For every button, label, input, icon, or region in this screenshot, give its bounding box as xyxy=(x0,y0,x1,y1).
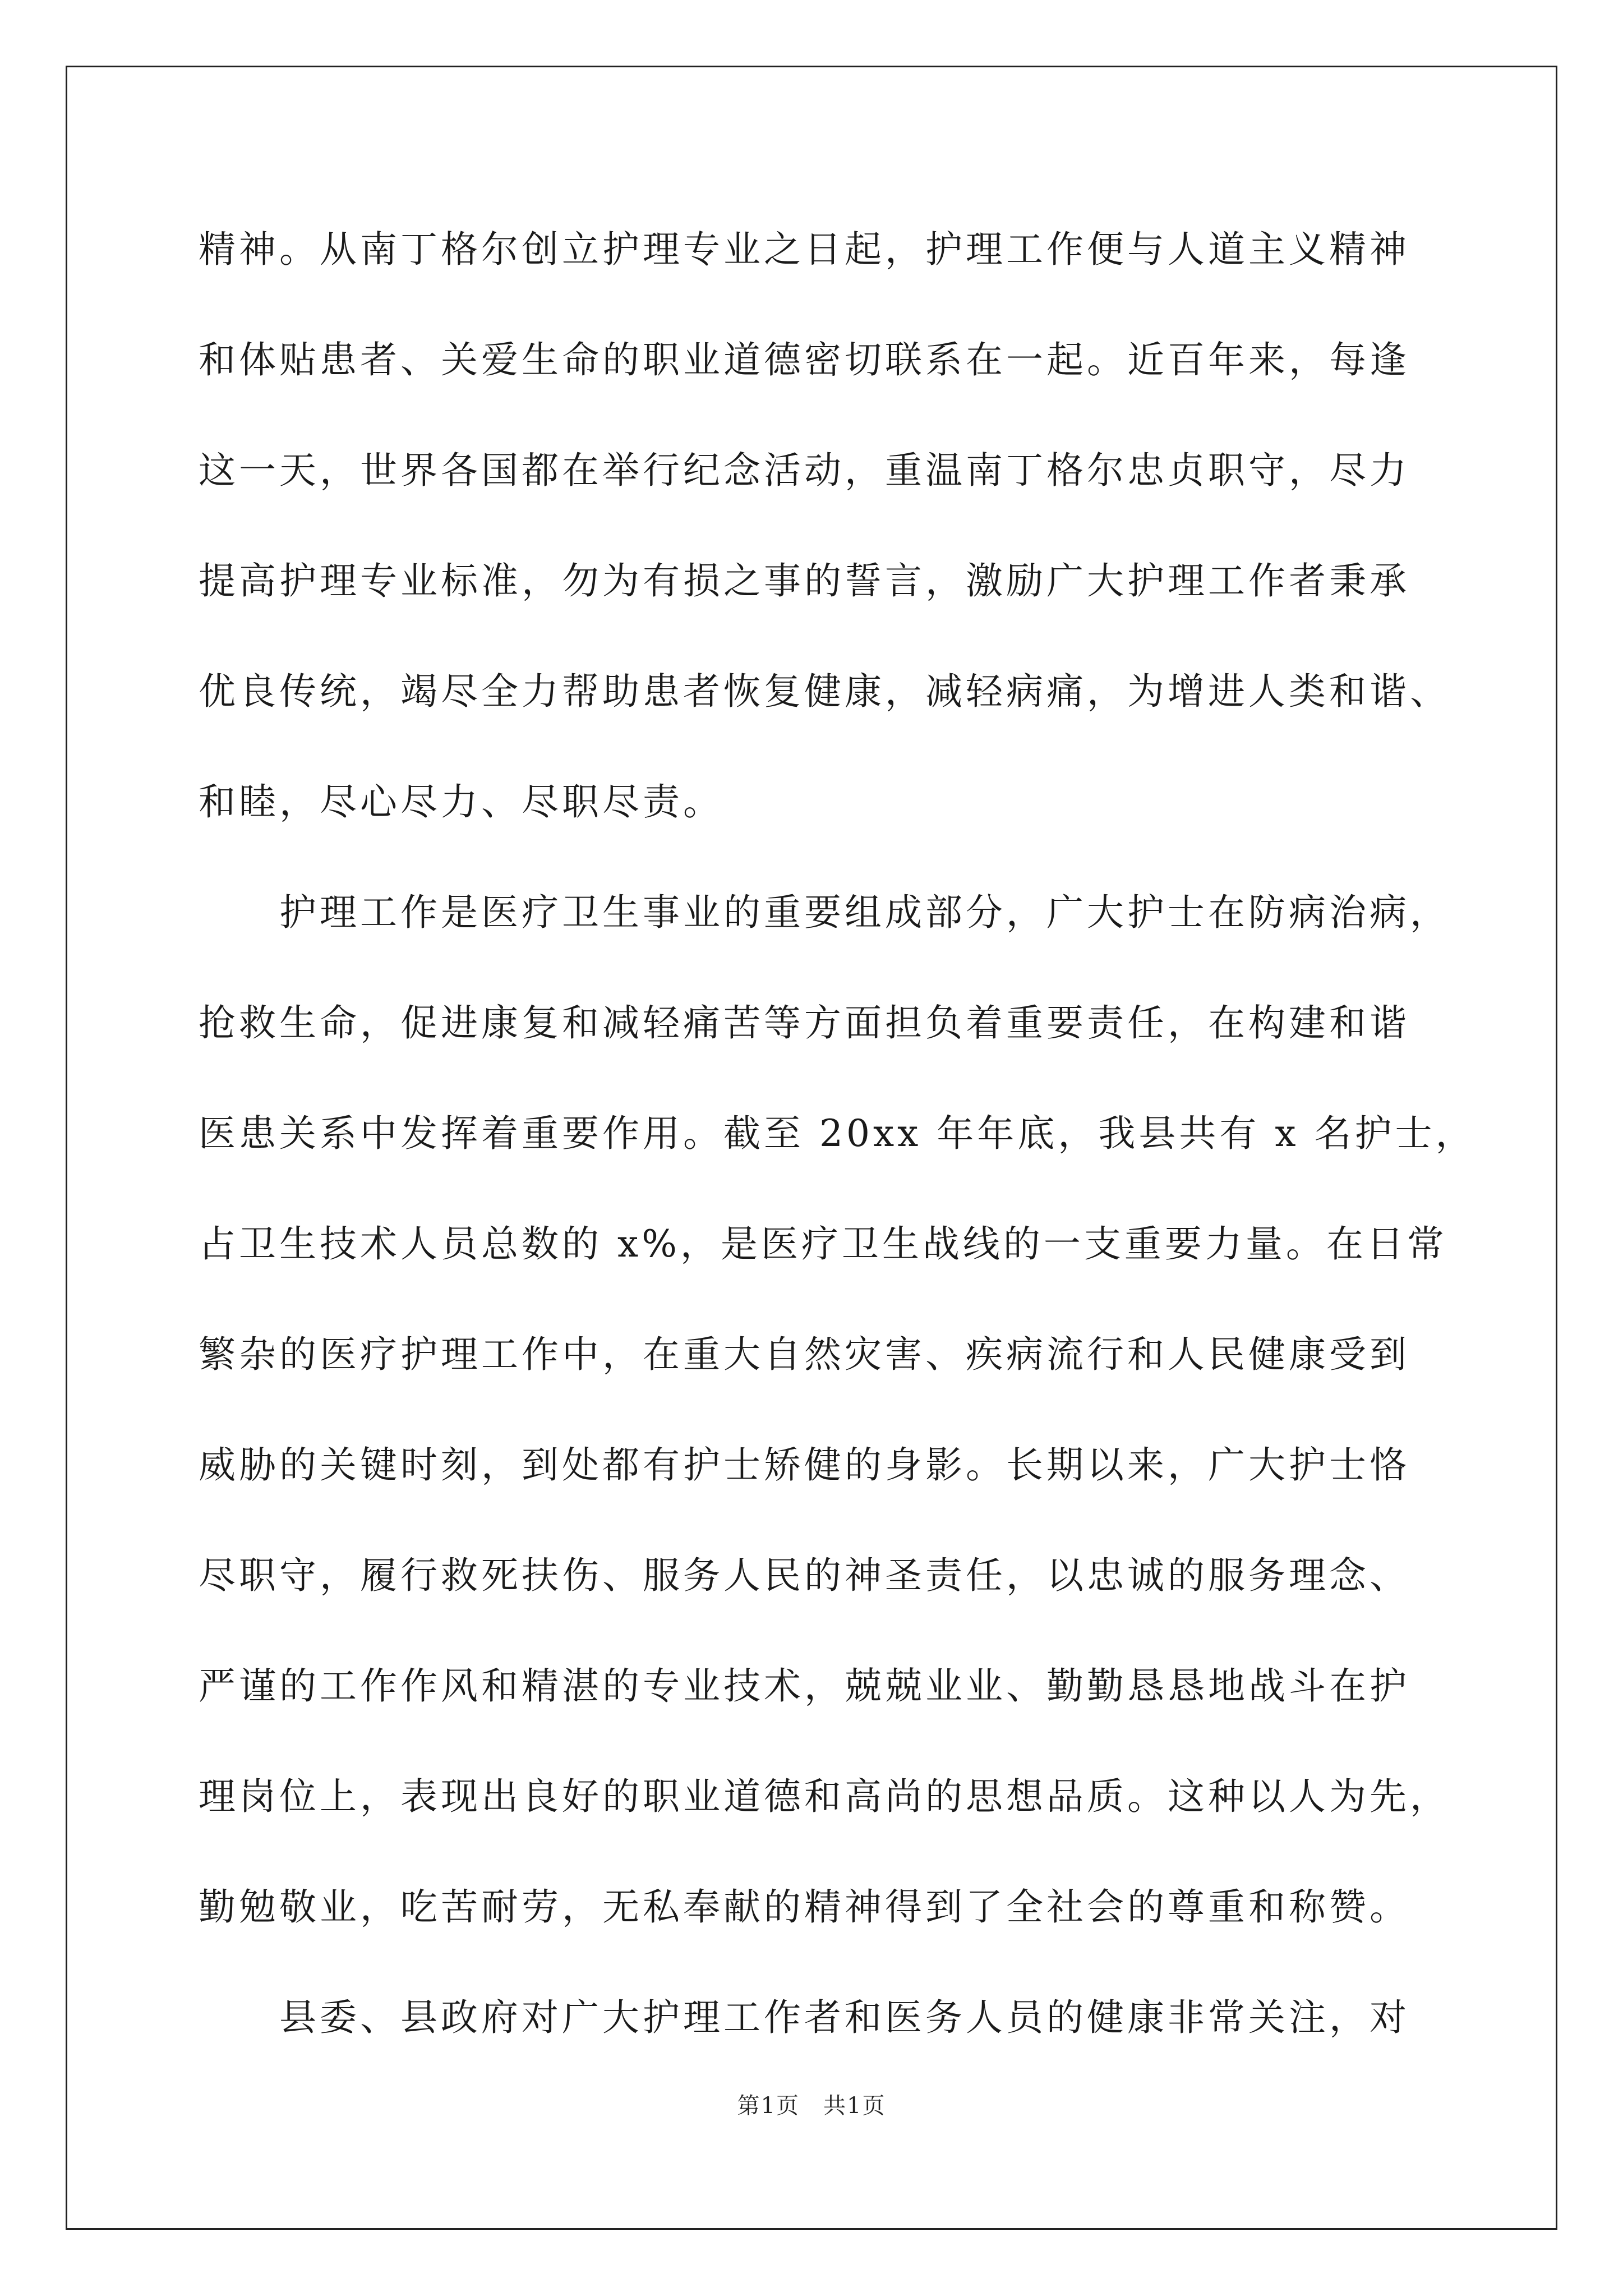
text-line: 提高护理专业标准，勿为有损之事的誓言，激励广大护理工作者秉承 xyxy=(199,559,1410,602)
text-line: 医患关系中发挥着重要作用。截至 20xx 年年底，我县共有 x 名护士， xyxy=(199,1112,1476,1155)
text-line: 理岗位上，表现出良好的职业道德和高尚的思想品质。这种以人为先， xyxy=(199,1775,1450,1818)
document-body xyxy=(199,216,1476,2095)
text-line: 精神。从南丁格尔创立护理专业之日起，护理工作便与人道主义精神 xyxy=(199,228,1410,271)
text-line: 尽职守，履行救死扶伤、服务人民的神圣责任，以忠诚的服务理念、 xyxy=(199,1554,1410,1597)
text-line: 和睦，尽心尽力、尽职尽责。 xyxy=(199,780,723,823)
text-line: 勤勉敬业，吃苦耐劳，无私奉献的精神得到了全社会的尊重和称赞。 xyxy=(199,1885,1410,1929)
text-line: 优良传统，竭尽全力帮助患者恢复健康，减轻病痛，为增进人类和谐、 xyxy=(199,670,1450,713)
text-line: 护理工作是医疗卫生事业的重要组成部分，广大护士在防病治病， xyxy=(199,891,1450,934)
page-footer: 第1页 共1页 xyxy=(737,2093,886,2119)
text-line: 这一天，世界各国都在举行纪念活动，重温南丁格尔忠贞职守，尽力 xyxy=(199,449,1410,492)
text-line: 抢救生命，促进康复和减轻痛苦等方面担负着重要责任，在构建和谐 xyxy=(199,1001,1410,1045)
text-line: 县委、县政府对广大护理工作者和医务人员的健康非常关注，对 xyxy=(199,1996,1410,2039)
text-line: 威胁的关键时刻，到处都有护士矫健的身影。长期以来，广大护士恪 xyxy=(199,1443,1410,1487)
text-line: 繁杂的医疗护理工作中，在重大自然灾害、疾病流行和人民健康受到 xyxy=(199,1333,1410,1376)
text-line: 严谨的工作作风和精湛的专业技术，兢兢业业、勤勤恳恳地战斗在护 xyxy=(199,1664,1410,1708)
text-line: 占卫生技术人员总数的 x%，是医疗卫生战线的一支重要力量。在日常 xyxy=(199,1222,1447,1266)
text-line: 和体贴患者、关爱生命的职业道德密切联系在一起。近百年来，每逢 xyxy=(199,338,1410,381)
